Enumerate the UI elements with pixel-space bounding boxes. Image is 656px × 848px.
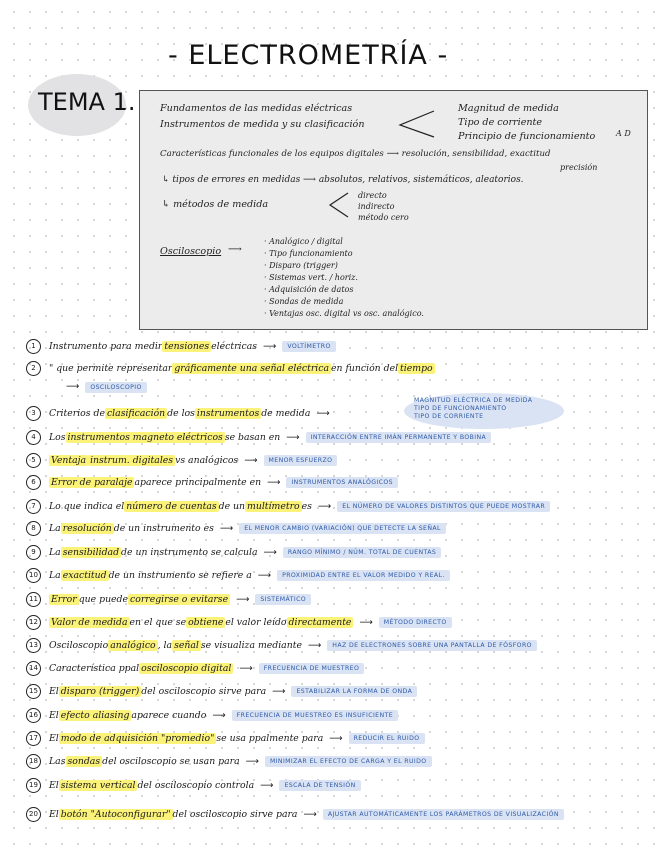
arrow-icon: ⟶ bbox=[212, 709, 226, 721]
brace2-item-directo: directo bbox=[358, 191, 387, 200]
question-row bbox=[26, 805, 564, 823]
question-number: 4 bbox=[26, 430, 41, 445]
question-text: Los bbox=[49, 431, 66, 443]
question-row bbox=[26, 682, 417, 700]
highlighted-text: multímetro bbox=[247, 500, 300, 512]
question-number: 12 bbox=[26, 615, 41, 630]
arrow-icon: ⟶ bbox=[239, 662, 253, 674]
question-number: 7 bbox=[26, 499, 41, 514]
answer-tag: EL MENOR CAMBIO (VARIACIÓN) QUE DETECTE LA SEÑAL bbox=[239, 523, 446, 534]
question-text: Característica ppal bbox=[49, 662, 140, 674]
arrow-icon: ⟶ bbox=[219, 522, 234, 534]
summary-line-caracteristicas: Características funcionales de los equipos digitales ⟶ resolución, sensibilidad, exactitud bbox=[160, 149, 551, 159]
page-title: - ELECTROMETRÍA - bbox=[168, 40, 449, 71]
summary-box bbox=[139, 90, 648, 330]
question-number: 2 bbox=[26, 361, 41, 376]
question-text: aparece principalmente en bbox=[134, 476, 262, 488]
brace-icon bbox=[396, 109, 436, 139]
question-number: 8 bbox=[26, 521, 41, 536]
question-text: Instrumento para medir bbox=[49, 340, 163, 352]
highlighted-text: analógico bbox=[110, 639, 156, 651]
question-row bbox=[26, 590, 311, 608]
question-text: , la bbox=[157, 639, 173, 651]
highlighted-text: osciloscopio digital bbox=[141, 662, 232, 674]
question-number: 15 bbox=[26, 684, 41, 699]
question-row bbox=[26, 566, 450, 584]
answer-tag: AJUSTAR AUTOMÁTICAMENTE LOS PARÁMETROS DE VISUALIZACIÓN bbox=[323, 809, 564, 820]
question-number: 20 bbox=[26, 807, 41, 822]
answer-tag: EL NÚMERO DE VALORES DISTINTOS QUE PUEDE MOSTRAR bbox=[337, 501, 550, 512]
tema-label: TEMA 1. bbox=[38, 88, 136, 116]
highlighted-text: tiempo bbox=[400, 362, 433, 374]
highlighted-text: obtiene bbox=[188, 616, 224, 628]
question-number: 3 bbox=[26, 406, 41, 421]
arrow-icon: ⟶ bbox=[257, 569, 272, 581]
question-row bbox=[26, 428, 491, 446]
brace1-sub: A D bbox=[616, 129, 631, 138]
highlighted-text: instrumentos magneto eléctricos bbox=[67, 431, 223, 443]
answer-tag: MÉTODO DIRECTO bbox=[379, 617, 452, 628]
arrow-icon: ⟶ bbox=[307, 639, 322, 651]
arrow-icon: ⟶ bbox=[236, 593, 250, 605]
answer-tag: FRECUENCIA DE MUESTREO ES INSUFICIENTE bbox=[232, 710, 398, 721]
question-text: La bbox=[49, 522, 61, 534]
osc-item: · Sondas de medida bbox=[264, 297, 344, 306]
question-row bbox=[26, 659, 364, 677]
arrow-icon: ⟶ bbox=[260, 779, 274, 791]
summary-line-fundamentos: Fundamentos de las medidas eléctricas bbox=[160, 103, 353, 114]
answer-tag: REDUCIR EL RUIDO bbox=[349, 733, 425, 744]
question-row bbox=[26, 359, 435, 377]
question-text: aparece cuando bbox=[131, 709, 207, 721]
highlighted-text: tensiones bbox=[164, 340, 210, 352]
brace1-item-principio: Principio de funcionamiento bbox=[458, 131, 596, 142]
question-text: de un bbox=[218, 500, 246, 512]
osc-item: · Ventajas osc. digital vs osc. analógico. bbox=[264, 309, 424, 318]
answer-tag: FRECUENCIA DE MUESTREO bbox=[259, 663, 365, 674]
summary-line-errores: ↳ tipos de errores en medidas ⟶ absolutos, relativos, sistemáticos, aleatorios. bbox=[162, 175, 524, 185]
arrow-icon: ⟶ bbox=[263, 546, 277, 558]
answer-tag: MINIMIZAR EL EFECTO DE CARGA Y EL RUIDO bbox=[265, 756, 432, 767]
highlighted-text: instrumentos bbox=[196, 407, 260, 419]
question-row bbox=[26, 706, 398, 724]
question-text: se visualiza mediante bbox=[200, 639, 302, 651]
question-number: 9 bbox=[26, 545, 41, 560]
highlighted-text: número de cuentas bbox=[126, 500, 217, 512]
question-text: de un instrumento se refiere a bbox=[108, 569, 252, 581]
osc-item: · Disparo (trigger) bbox=[264, 261, 338, 270]
question-text: Las bbox=[49, 755, 66, 767]
question-row bbox=[26, 473, 398, 491]
arrow-icon: ⟶ bbox=[267, 476, 281, 488]
question-number: 18 bbox=[26, 754, 41, 769]
arrow-icon: ⟶ bbox=[245, 755, 259, 767]
question-text: La bbox=[49, 546, 61, 558]
question-text: de medida bbox=[261, 407, 311, 419]
osc-item: · Adquisición de datos bbox=[264, 285, 354, 294]
question-text: del osciloscopio sirve para bbox=[141, 685, 267, 697]
highlighted-text: botón "Autoconfigurar" bbox=[60, 808, 171, 820]
highlighted-text: modo de adquisición "promedio" bbox=[60, 732, 215, 744]
question-text: de los bbox=[167, 407, 195, 419]
arrow-icon: ⟶ bbox=[317, 500, 332, 512]
arrow-icon: ⟶ bbox=[329, 732, 343, 744]
highlighted-text: Error bbox=[51, 593, 77, 605]
question-text: en el que se bbox=[129, 616, 187, 628]
summary-line-metodos: ↳ métodos de medida bbox=[162, 199, 269, 210]
question-text: Osciloscopio bbox=[49, 639, 109, 651]
answer-tag: INTERACCIÓN ENTRE IMÁN PERMANENTE Y BOBINA bbox=[306, 432, 492, 443]
question-row bbox=[26, 729, 425, 747]
highlighted-text: exactitud bbox=[62, 569, 107, 581]
question-text: El bbox=[49, 732, 59, 744]
highlighted-text: corregirse o evitarse bbox=[130, 593, 229, 605]
osc-item: · Tipo funcionamiento bbox=[264, 249, 353, 258]
question-text: en función del bbox=[331, 362, 399, 374]
osc-item: · Analógico / digital bbox=[264, 237, 343, 246]
answer-tag: PROXIMIDAD ENTRE EL VALOR MEDIDO Y REAL. bbox=[277, 570, 450, 581]
arrow-icon: ⟶ bbox=[263, 340, 277, 352]
question-text: La bbox=[49, 569, 61, 581]
question-text: Criterios de bbox=[49, 407, 105, 419]
summary-line-instrumentos: Instrumentos de medida y su clasificación bbox=[160, 119, 365, 130]
highlighted-text: gráficamente una señal eléctrica bbox=[174, 362, 330, 374]
question-row bbox=[26, 776, 361, 794]
highlighted-text: efecto aliasing bbox=[60, 709, 130, 721]
arrow-icon: ⟶ bbox=[244, 454, 258, 466]
question-text: del osciloscopio se usan para bbox=[102, 755, 240, 767]
question-row bbox=[26, 497, 550, 515]
highlighted-text: clasificación bbox=[106, 407, 166, 419]
arrow-icon: ⟶ bbox=[359, 616, 373, 628]
question-text: de un instrumento se calcula bbox=[121, 546, 258, 558]
answer-tag: HAZ DE ELECTRONES SOBRE UNA PANTALLA DE FÓSFORO bbox=[327, 640, 537, 651]
question-row bbox=[26, 752, 432, 770]
answer-tag: RANGO MÍNIMO / NÚM. TOTAL DE CUENTAS bbox=[283, 547, 441, 558]
question-number: 17 bbox=[26, 731, 41, 746]
brace2-item-cero: método cero bbox=[358, 213, 409, 222]
osc-label: Osciloscopio bbox=[160, 246, 222, 257]
question-text: El bbox=[49, 779, 59, 791]
summary-line-precision: precisión bbox=[560, 163, 598, 172]
question-number: 13 bbox=[26, 638, 41, 653]
highlighted-text: directamente bbox=[288, 616, 352, 628]
arrow-icon: ⟶ bbox=[316, 407, 330, 419]
question-text: el valor leído bbox=[225, 616, 287, 628]
highlighted-text: Error de paralaje bbox=[51, 476, 133, 488]
arrow-icon: ⟶ bbox=[286, 431, 300, 443]
highlighted-text: resolución bbox=[62, 522, 112, 534]
brace1-item-magnitud: Magnitud de medida bbox=[458, 103, 559, 114]
highlighted-text: Valor de medida bbox=[51, 616, 128, 628]
arrow-icon: ⟶ bbox=[66, 381, 80, 392]
brace-icon-metodos bbox=[326, 191, 350, 221]
question-row-continuation bbox=[60, 381, 147, 392]
question-text: se usa ppalmente para bbox=[216, 732, 324, 744]
highlighted-text: sondas bbox=[67, 755, 101, 767]
answer-tag: ESCALA DE TENSIÓN bbox=[279, 780, 360, 791]
question-number: 19 bbox=[26, 778, 41, 793]
highlighted-text: instrum. digitales bbox=[90, 454, 174, 466]
question-text: " que permite representar bbox=[49, 362, 173, 374]
question-number: 5 bbox=[26, 453, 41, 468]
highlighted-text: Ventaja bbox=[51, 454, 87, 466]
question-number: 16 bbox=[26, 708, 41, 723]
question-text: de un instrumento es bbox=[113, 522, 214, 534]
answer-tag: INSTRUMENTOS ANALÓGICOS bbox=[286, 477, 398, 488]
answer-3-text: MAGNITUD ELÉCTRICA DE MEDIDA TIPO DE FUNCIONAMIENTO TIPO DE CORRIENTE bbox=[414, 397, 533, 420]
question-text: que puede bbox=[78, 593, 129, 605]
question-row bbox=[26, 519, 446, 537]
question-text: Lo que indica el bbox=[49, 500, 125, 512]
answer-tag: ESTABILIZAR LA FORMA DE ONDA bbox=[291, 686, 417, 697]
highlighted-text: sistema vertical bbox=[60, 779, 136, 791]
highlighted-text: disparo (trigger) bbox=[60, 685, 140, 697]
question-text: del osciloscopio sirve para bbox=[172, 808, 298, 820]
highlighted-text: señal bbox=[174, 639, 199, 651]
brace2-item-indirecto: indirecto bbox=[358, 202, 395, 211]
answer-tag: OSCILOSCOPIO bbox=[85, 382, 146, 393]
highlighted-text: sensibilidad bbox=[62, 546, 120, 558]
osc-item: · Sistemas vert. / horiz. bbox=[264, 273, 358, 282]
question-text: vs analógicos bbox=[175, 454, 239, 466]
brace1-item-corriente: Tipo de corriente bbox=[458, 117, 543, 128]
question-text: eléctricas bbox=[211, 340, 258, 352]
question-text: es bbox=[301, 500, 312, 512]
question-row bbox=[26, 543, 441, 561]
arrow-icon: ⟶ bbox=[303, 808, 317, 820]
question-row bbox=[26, 451, 337, 469]
question-text: El bbox=[49, 685, 59, 697]
answer-tag: MENOR ESFUERZO bbox=[264, 455, 338, 466]
question-number: 6 bbox=[26, 475, 41, 490]
question-number: 10 bbox=[26, 568, 41, 583]
question-text: se basan en bbox=[224, 431, 281, 443]
question-row bbox=[26, 337, 336, 355]
question-row bbox=[26, 636, 537, 654]
question-number: 14 bbox=[26, 661, 41, 676]
question-text: El bbox=[49, 808, 59, 820]
question-number: 11 bbox=[26, 592, 41, 607]
question-row bbox=[26, 613, 452, 631]
answer-tag: VOLTÍMETRO bbox=[282, 341, 335, 352]
question-row bbox=[26, 404, 336, 422]
answer-tag: SISTEMÁTICO bbox=[255, 594, 311, 605]
question-number: 1 bbox=[26, 339, 41, 354]
question-text: El bbox=[49, 709, 59, 721]
arrow-icon: ⟶ bbox=[272, 685, 286, 697]
arrow-icon: ⟶ bbox=[228, 244, 242, 255]
question-text: del osciloscopio controla bbox=[137, 779, 255, 791]
